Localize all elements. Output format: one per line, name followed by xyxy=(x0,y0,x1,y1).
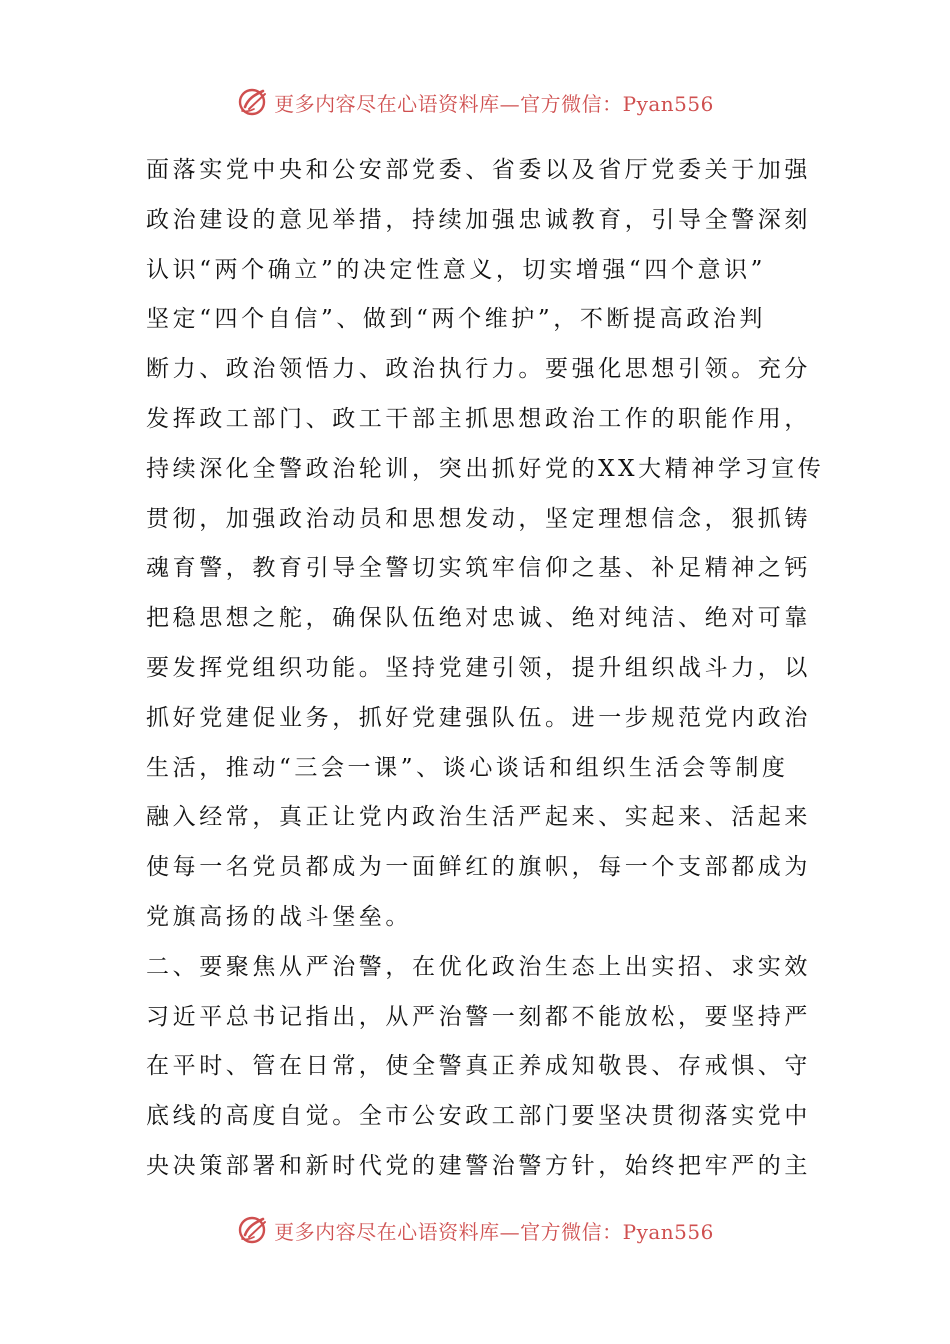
text-line: 使每一名党员都成为一面鲜红的旗帜，每一个支部都成为 xyxy=(146,854,811,881)
text-line: 在平时、管在日常，使全警真正养成知敬畏、存戒惧、守 xyxy=(146,1053,811,1080)
text-line: 魂育警，教育引导全警切实筑牢信仰之基、补足精神之钙 xyxy=(146,555,811,582)
text-line: 融入经常，真正让党内政治生活严起来、实起来、活起来 xyxy=(146,804,811,831)
text-line: 坚定“四个自信”、做到“两个维护”，不断提高政治判 xyxy=(146,306,767,333)
footer-banner xyxy=(0,1210,950,1250)
text-line: 底线的高度自觉。全市公安政工部门要坚决贯彻落实党中 xyxy=(146,1103,811,1130)
text-line: 面落实党中央和公安部党委、省委以及省厅党委关于加强 xyxy=(146,157,811,183)
header-banner-text: 更多内容尽在心语资料库—官方微信：Pyan556 xyxy=(274,91,714,116)
pen-circle-logo-icon xyxy=(236,85,270,119)
footer-banner-text: 更多内容尽在心语资料库—官方微信：Pyan556 xyxy=(274,1219,714,1244)
text-line: 抓好党建促业务，抓好党建强队伍。进一步规范党内政治 xyxy=(146,704,811,731)
text-line: 持续深化全警政治轮训，突出抓好党的XX大精神学习宣传 xyxy=(146,455,825,482)
text-line: 把稳思想之舵，确保队伍绝对忠诚、绝对纯洁、绝对可靠 xyxy=(146,605,811,632)
text-line: 发挥政工部门、政工干部主抓思想政治工作的职能作用， xyxy=(146,405,811,432)
text-line: 党旗高扬的战斗堡垒。 xyxy=(146,903,412,930)
text-line: 习近平总书记指出，从严治警一刻都不能放松，要坚持严 xyxy=(146,1003,811,1030)
text-line: 认识“两个确立”的决定性意义，切实增强“四个意识” xyxy=(146,256,767,283)
pen-circle-logo-icon xyxy=(236,1213,270,1247)
text-line: 央决策部署和新时代党的建警治警方针，始终把牢严的主 xyxy=(146,1152,811,1179)
document-body xyxy=(146,146,826,1192)
text-line: 政治建设的意见举措，持续加强忠诚教育，引导全警深刻 xyxy=(146,206,811,233)
header-banner xyxy=(0,82,950,122)
text-line: 贯彻，加强政治动员和思想发动，坚定理想信念，狠抓铸 xyxy=(146,505,811,532)
text-line: 生活，推动“三会一课”、谈心谈话和组织生活会等制度 xyxy=(146,754,789,781)
section-heading: 二、要聚焦从严治警，在优化政治生态上出实招、求实效 xyxy=(146,953,811,980)
text-line: 断力、政治领悟力、政治执行力。要强化思想引领。充分 xyxy=(146,356,811,383)
text-line: 要发挥党组织功能。坚持党建引领，提升组织战斗力，以 xyxy=(146,654,811,681)
